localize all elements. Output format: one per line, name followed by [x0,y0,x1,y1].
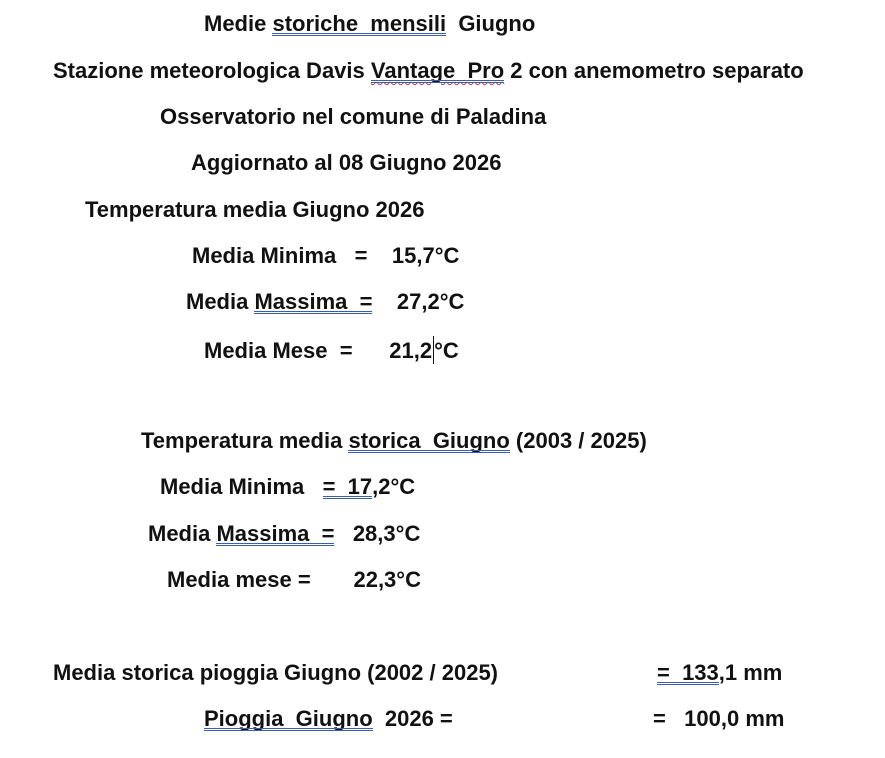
station-name: Stazione meteorologica Davis Vantage Pro 2 con anemometro separato [53,58,804,83]
current-rain-label: Pioggia Giugno 2026 = [204,706,453,731]
underlined-text: Pioggia Giugno [204,706,373,731]
page-title: Medie storiche mensili Giugno [204,11,536,36]
underlined-text: Massima = [254,289,373,314]
updated-date: Aggiornato al 08 Giugno 2026 [191,150,502,175]
current-min-temp: Media Minima = 15,7°C [192,243,460,268]
historical-min-temp: Media Minima = 17,2°C [160,474,416,499]
historical-heading: Temperatura media storica Giugno (2003 / 2025) [141,428,647,453]
underlined-text: storica Giugno [348,428,510,453]
underlined-text: = 133 [657,660,719,685]
current-rain-value: = 100,0 mm [653,706,785,731]
underlined-text: = 17 [322,474,373,499]
historical-rain-label: Media storica pioggia Giugno (2002 / 2025) [53,660,499,685]
underlined-text: Massima = [216,521,335,546]
historical-month-mean: Media mese = 22,3°C [167,567,421,592]
historical-max-temp: Media Massima = 28,3°C [148,521,421,546]
current-max-temp: Media Massima = 27,2°C [186,289,465,314]
underlined-text: storiche mensili [272,11,447,36]
historical-rain-value: = 133,1 mm [657,660,783,685]
current-month-mean: Media Mese = 21,2°C [204,338,459,363]
observatory-location: Osservatorio nel comune di Paladina [160,104,547,129]
spellcheck-underlined-text: Vantage Pro [370,58,505,83]
current-month-heading: Temperatura media Giugno 2026 [85,197,425,222]
